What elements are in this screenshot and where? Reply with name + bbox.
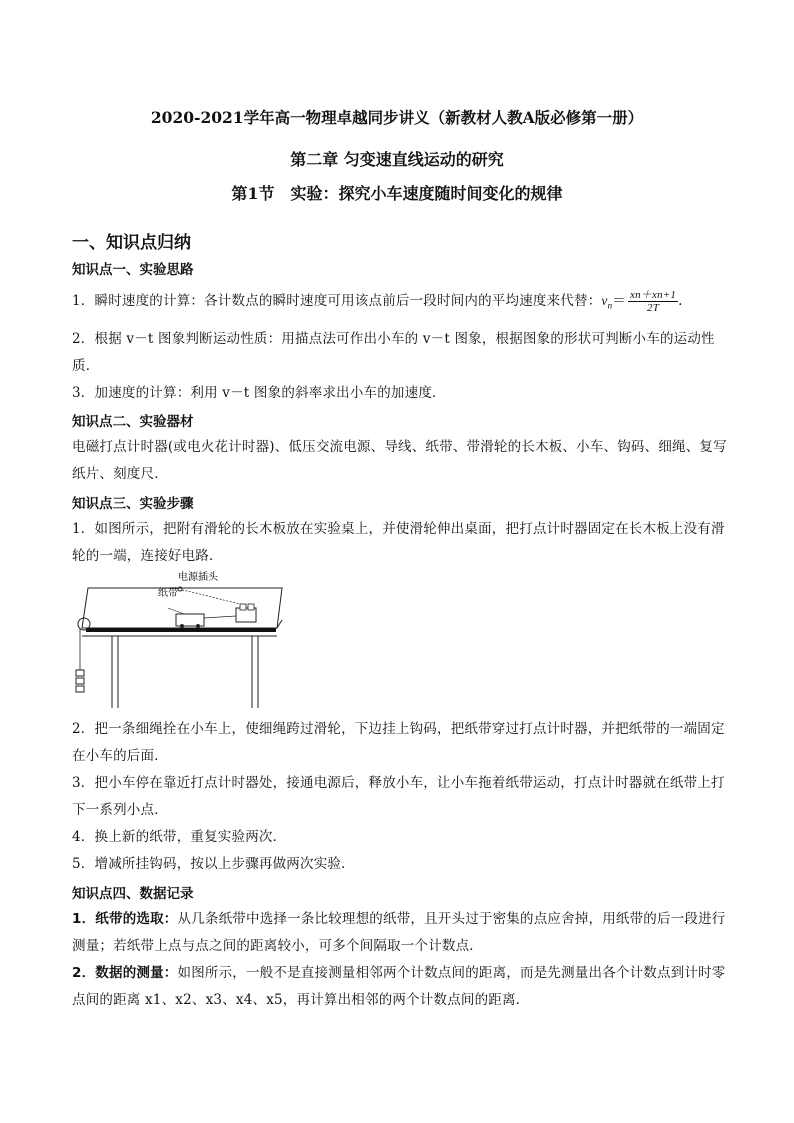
kp1-heading: 知识点一、实验思路 [72,262,194,278]
kp3-heading: 知识点三、实验步骤 [72,496,194,512]
label-tape: 纸带 [158,588,178,599]
section-title: 第1节 实验：探究小车速度随时间变化的规律 [231,184,563,203]
formula-lhs-sub: n [607,300,613,311]
kp1-item3: 3．加速度的计算：利用 v－t 图象的斜率求出小车的加速度． [72,385,446,401]
label-plug: 电源插头 [178,572,218,583]
document-title: 2020-2021学年高一物理卓越同步讲义（新教材人教A版必修第一册） [150,108,644,127]
kp1-item1-text: 1．瞬时速度的计算：各计数点的瞬时速度可用该点前后一段时间内的平均速度来代替： [72,293,602,309]
kp3-step1: 1．如图所示，把附有滑轮的长木板放在实验桌上，并使滑轮伸出桌面，把打点计时器固定在长木板上没有滑轮的一端，连接好电路． [72,521,725,564]
kp1-item2: 2．根据 v－t 图象判断运动性质：用描点法可作出小车的 v－t 图象，根据图象的形状可判断小车的运动性质． [72,331,715,374]
kp4-item2-text: 如图所示，一般不是直接测量相邻两个计数点间的距离，而是先测量出各个计数点到计时零点间的距离 x1、x2、x3、x4、x5，再计算出相邻的两个计数点间的距离． [72,965,726,1008]
apparatus-diagram [72,570,292,710]
kp4-item2-bold: 2．数据的测量： [72,965,178,981]
kp3-step2: 2．把一条细绳拴在小车上，使细绳跨过滑轮，下边挂上钩码，把纸带穿过打点计时器，并把纸带的一端固定在小车的后面． [72,721,725,764]
formula-denominator: 2T [647,302,660,314]
kp1-item1: 1．瞬时速度的计算：各计数点的瞬时速度可用该点前后一段时间内的平均速度来代替：$v_n=$ $\frac{xn+xn+1}{2T}$ . [72,289,683,314]
formula-numerator: xn＋xn+1 [630,289,677,301]
formula-lhs: v [601,293,608,308]
part-heading: 一、知识点归纳 [72,233,191,253]
kp3-step4: 4．换上新的纸带，重复实验两次． [72,829,287,845]
kp4-item1-text: 从几条纸带中选择一条比较理想的纸带，且开头过于密集的点应舍掉，用纸带的后一段进行测量；若纸带上点与点之间的距离较小，可多个间隔取一个计数点． [72,911,726,954]
chapter-title: 第二章 匀变速直线运动的研究 [290,150,504,169]
kp3-step3: 3．把小车停在靠近打点计时器处，接通电源后，释放小车，让小车拖着纸带运动，打点计时器就在纸带上打下一系列小点． [72,775,725,818]
kp4-item1 [72,906,727,960]
kp2-heading: 知识点二、实验器材 [72,414,194,430]
kp2-text: 电磁打点计时器(或电火花计时器)、低压交流电源、导线、纸带、带滑轮的长木板、小车、钩码、细绳、复写纸片、刻度尺． [72,439,727,482]
formula-fraction [628,289,678,314]
kp4-item2 [72,960,727,1014]
kp4-heading: 知识点四、数据记录 [72,886,194,902]
kp4-item1-bold: 1．纸带的选取： [72,911,178,927]
kp3-step5: 5．增减所挂钩码，按以上步骤再做两次实验． [72,856,355,872]
